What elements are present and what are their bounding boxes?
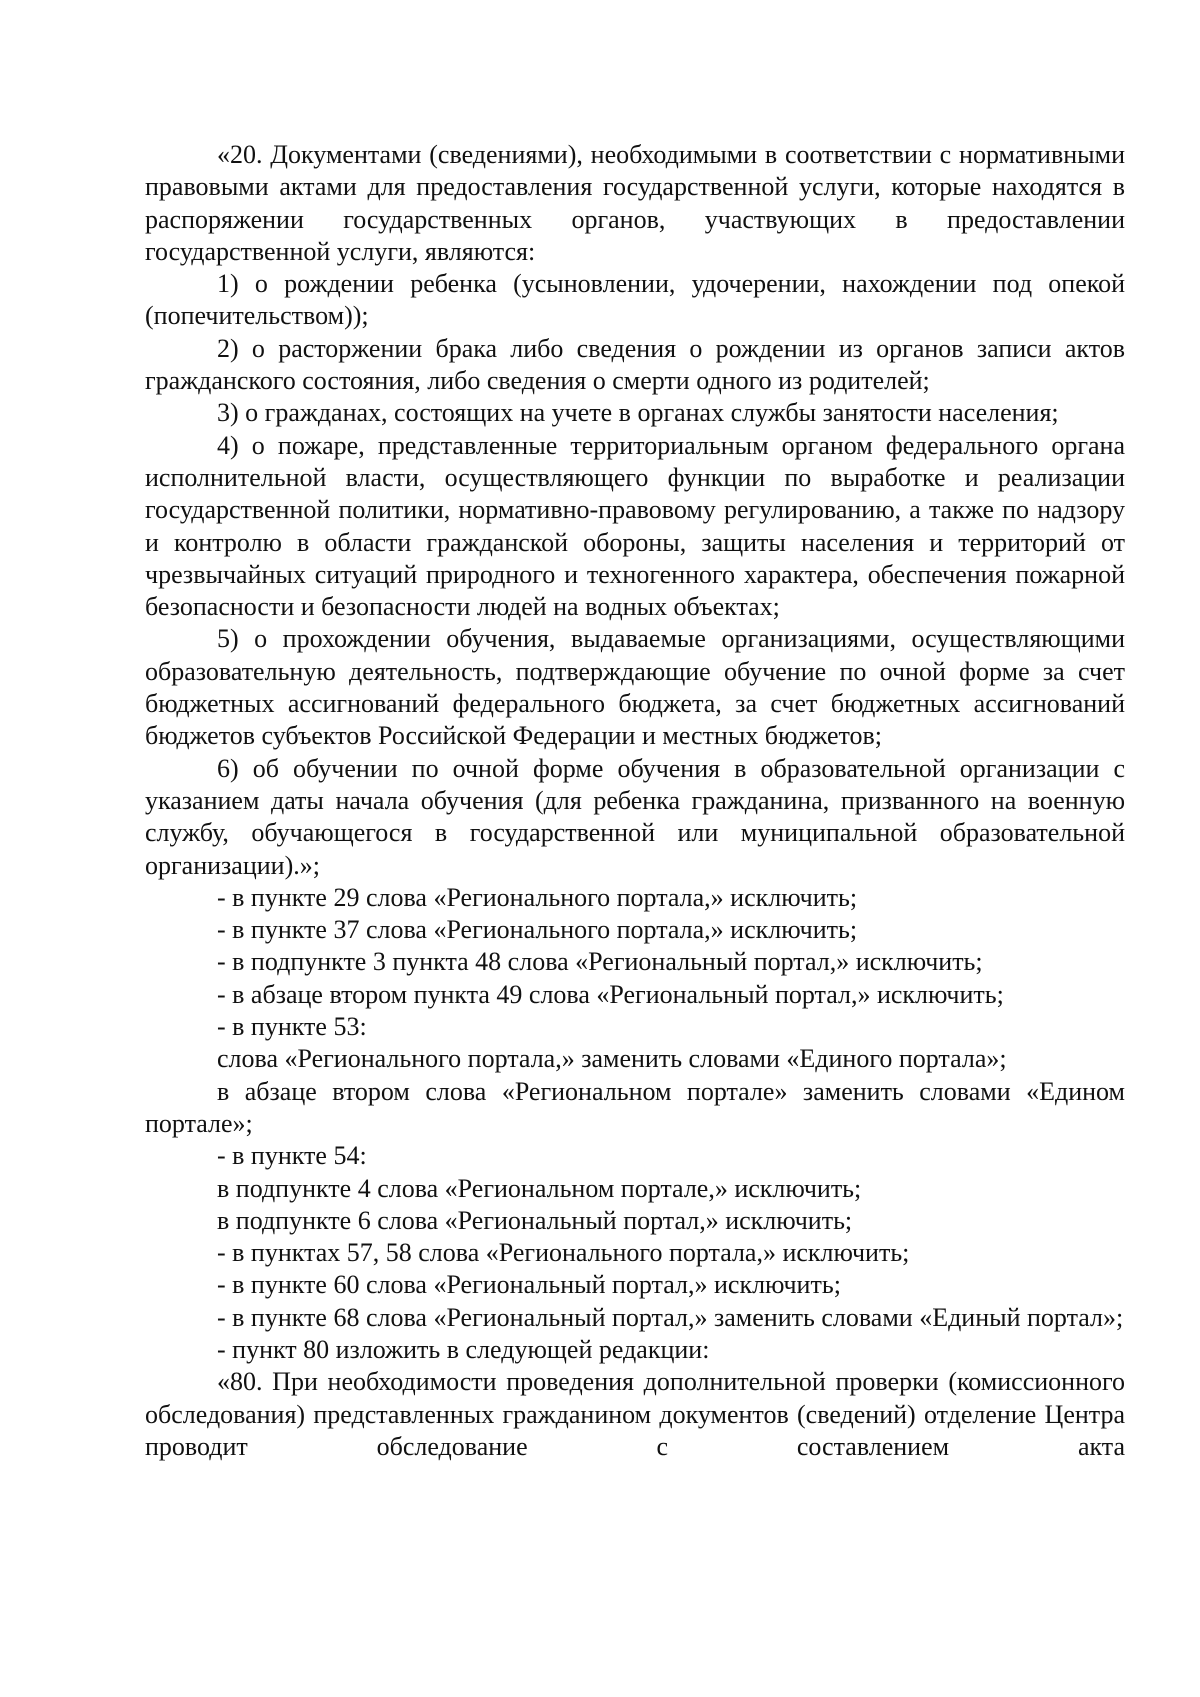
paragraph-amend-29: - в пункте 29 слова «Регионального портала,» исключить; bbox=[217, 882, 858, 912]
paragraph-item-20: «20. Документами (сведениями), необходимыми в соответствии с нормативными правовыми актами для предоставления государственной услуги, которые находятся в распоряжении государственных органов, участвующих в предоставлении государственной услуги, являются: bbox=[145, 140, 1125, 266]
document-page bbox=[145, 139, 1125, 1463]
paragraph-subitem-4: 4) о пожаре, представленные территориальным органом федерального органа исполнительной власти, осуществляющего функции по выработке и реализации государственной политики, нормативно-правовому регулированию, а также по надзору и контролю в области гражданской обороны, защиты населения и территорий от чрезвычайных ситуаций природного и техногенного характера, обеспечения пожарной безопасности и безопасности людей на водных объектах; bbox=[145, 430, 1125, 622]
paragraph-amend-37: - в пункте 37 слова «Регионального портала,» исключить; bbox=[217, 915, 858, 945]
paragraph-amend-53-b: в абзаце втором слова «Региональном портале» заменить словами «Едином портале»; bbox=[145, 1076, 1125, 1138]
paragraph-subitem-6: 6) об обучении по очной форме обучения в образовательной организации с указанием даты начала обучения (для ребенка гражданина, призванного на военную службу, обучающегося в государственной или муниципальной образовательной организации).»; bbox=[145, 753, 1125, 880]
paragraph-subitem-3: 3) о гражданах, состоящих на учете в органах службы занятости населения; bbox=[217, 398, 1059, 428]
paragraph-subitem-2: 2) о расторжении брака либо сведения о рождении из органов записи актов гражданского состояния, либо сведения о смерти одного из родителей; bbox=[145, 333, 1125, 396]
paragraph-amend-48: - в подпункте 3 пункта 48 слова «Региональный портал,» исключить; bbox=[217, 947, 983, 977]
paragraph-amend-54-b: в подпункте 6 слова «Региональный портал,» исключить; bbox=[217, 1205, 853, 1235]
paragraph-amend-49: - в абзаце втором пункта 49 слова «Региональный портал,» исключить; bbox=[217, 979, 1004, 1009]
paragraph-amend-53: - в пункте 53: bbox=[217, 1012, 367, 1042]
paragraph-subitem-5: 5) о прохождении обучения, выдаваемые организациями, осуществляющими образовательную деятельность, подтверждающие обучение по очной форме за счет бюджетных ассигнований федерального бюджета, за счет бюджетных ассигнований бюджетов субъектов Российской Федерации и местных бюджетов; bbox=[145, 624, 1125, 751]
paragraph-amend-57-58: - в пунктах 57, 58 слова «Регионального портала,» исключить; bbox=[217, 1238, 910, 1268]
paragraph-item-80: «80. При необходимости проведения дополнительной проверки (комиссионного обследования) представленных гражданином документов (сведений) отделение Центра проводит обследование с составлением акта bbox=[145, 1367, 1125, 1461]
paragraph-amend-54: - в пункте 54: bbox=[217, 1141, 367, 1171]
paragraph-amend-68: - в пункте 68 слова «Региональный портал,» заменить словами «Единый портал»; bbox=[217, 1302, 1124, 1332]
paragraph-amend-80: - пункт 80 изложить в следующей редакции: bbox=[217, 1334, 710, 1364]
paragraph-subitem-1: 1) о рождении ребенка (усыновлении, удочерении, нахождении под опекой (попечительством)); bbox=[145, 269, 1125, 331]
paragraph-amend-54-a: в подпункте 4 слова «Региональном портале,» исключить; bbox=[217, 1173, 862, 1203]
paragraph-amend-53-a: слова «Регионального портала,» заменить словами «Единого портала»; bbox=[217, 1044, 1007, 1074]
paragraph-amend-60: - в пункте 60 слова «Региональный портал,» исключить; bbox=[217, 1270, 841, 1300]
